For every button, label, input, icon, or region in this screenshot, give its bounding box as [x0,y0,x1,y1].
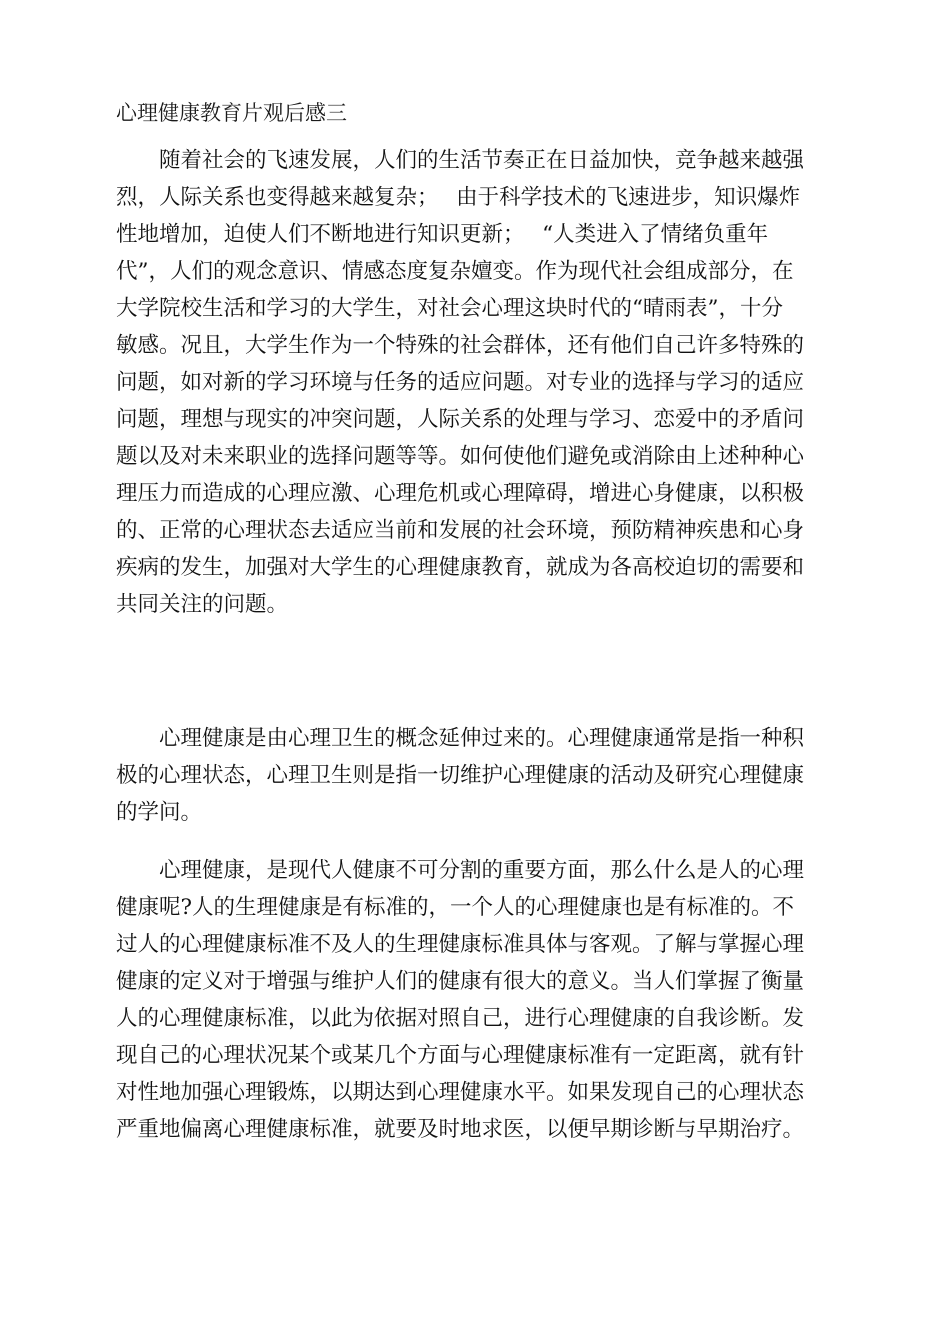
paragraph-line: 极的心理状态，心理卫生则是指一切维护心理健康的活动及研究心理健康 [116,763,805,788]
paragraph-line: 烈，人际关系也变得越来越复杂； 由于科学技术的飞速进步，知识爆炸 [116,185,801,210]
paragraph-line: 过人的心理健康标准不及人的生理健康标准具体与客观。了解与掌握心理 [116,932,805,957]
paragraph-line: 问题，如对新的学习环境与任务的适应问题。对专业的选择与学习的适应 [116,370,805,395]
paragraph-line: 理压力而造成的心理应激、心理危机或心理障碍，增进心身健康，以积极 [116,481,805,506]
paragraph-line: 健康呢?人的生理健康是有标准的，一个人的心理健康也是有标准的。不 [116,895,795,920]
paragraph-line: 性地增加，迫使人们不断地进行知识更新； “人类进入了情绪负重年 [116,222,769,247]
paragraph-line: 的、正常的心理状态去适应当前和发展的社会环境，预防精神疾患和心身 [116,518,805,543]
paragraph-3 [116,852,836,1148]
paragraph-line: 心理健康是由心理卫生的概念延伸过来的。心理健康通常是指一种积 [159,726,805,751]
paragraph-line: 现自己的心理状况某个或某几个方面与心理健康标准有一定距离，就有针 [116,1043,805,1068]
paragraph-line: 题以及对未来职业的选择问题等等。如何使他们避免或消除由上述种种心 [116,444,805,469]
paragraph-line: 问题，理想与现实的冲突问题，人际关系的处理与学习、恋爱中的矛盾问 [116,407,805,432]
paragraph-2 [116,720,836,831]
paragraph-line: 的学问。 [116,800,203,825]
paragraph-line: 人的心理健康标准，以此为依据对照自己，进行心理健康的自我诊断。发 [116,1006,805,1031]
paragraph-line: 代”，人们的观念意识、情感态度复杂嬗变。作为现代社会组成部分，在 [116,259,794,284]
paragraph-line: 健康的定义对于增强与维护人们的健康有很大的意义。当人们掌握了衡量 [116,969,805,994]
paragraph-line: 大学院校生活和学习的大学生，对社会心理这块时代的“晴雨表”，十分 [116,296,783,321]
paragraph-1 [116,142,836,623]
paragraph-line: 心理健康，是现代人健康不可分割的重要方面，那么什么是人的心理 [159,858,805,883]
document-title: 心理健康教育片观后感三 [116,101,347,125]
paragraph-line: 随着社会的飞速发展，人们的生活节奏正在日益加快，竞争越来越强 [159,148,805,173]
paragraph-line: 疾病的发生，加强对大学生的心理健康教育，就成为各高校迫切的需要和 [116,555,805,580]
paragraph-line: 敏感。况且，大学生作为一个特殊的社会群体，还有他们自己许多特殊的 [116,333,805,358]
paragraph-line: 严重地偏离心理健康标准，就要及时地求医，以便早期诊断与早期治疗。 [116,1117,805,1142]
paragraph-line: 对性地加强心理锻炼，以期达到心理健康水平。如果发现自己的心理状态 [116,1080,805,1105]
paragraph-line: 共同关注的问题。 [116,592,289,617]
